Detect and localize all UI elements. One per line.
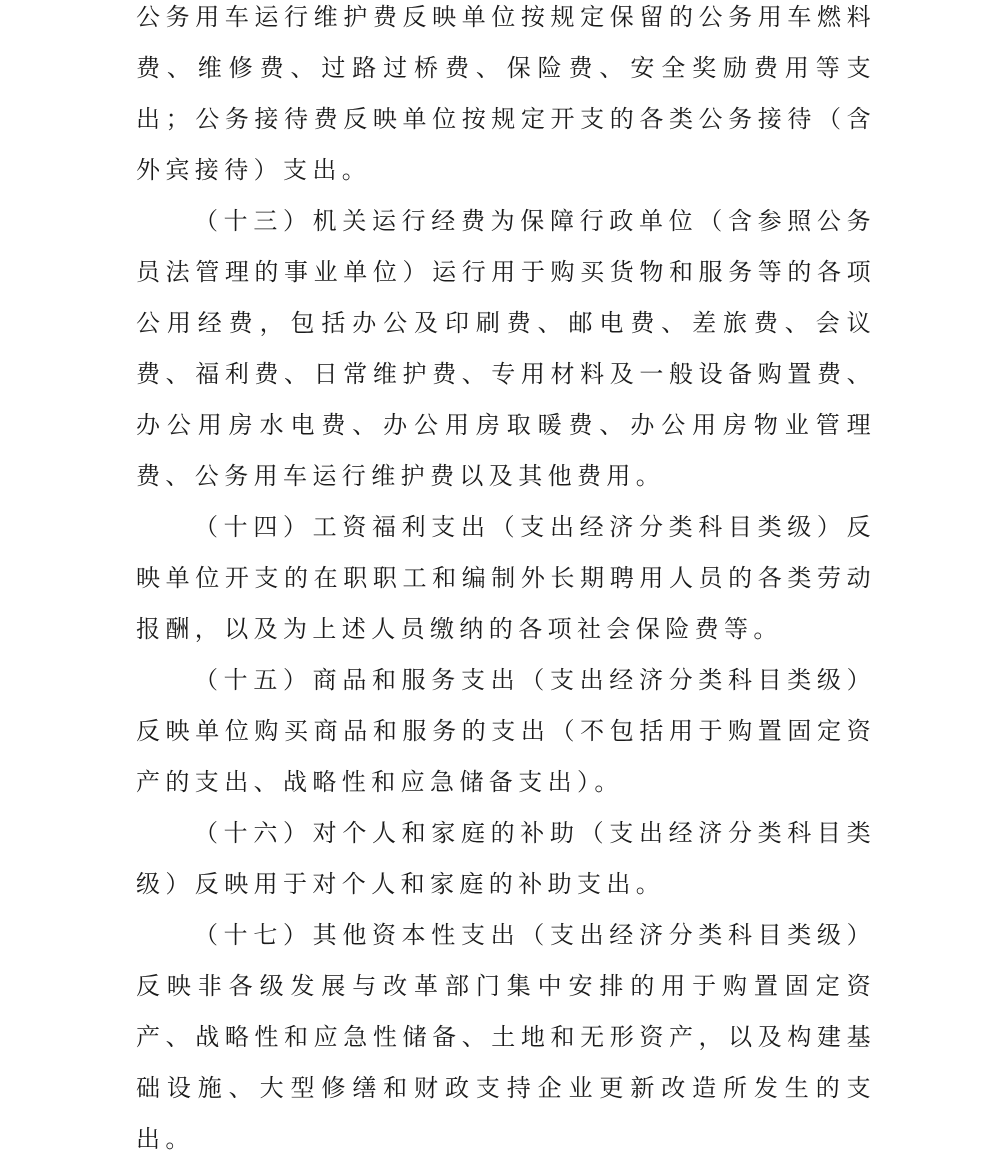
paragraph-item-14-salary-welfare: （十四）工资福利支出（支出经济分类科目类级）反映单位开支的在职职工和编制外长期聘用人员的各类劳动报酬，以及为上述人员缴纳的各项社会保险费等。 [136, 513, 876, 643]
paragraph-item-13-operating-expenses: （十三）机关运行经费为保障行政单位（含参照公务员法管理的事业单位）运行用于购买货物和服务等的各项公用经费，包括办公及印刷费、邮电费、差旅费、会议费、福利费、日常维护费、专用材料及一般设备购置费、办公用房水电费、办公用房取暖费、办公用房物业管理费、公务用车运行维护费以及其他费用。 [136, 207, 876, 490]
document-page [136, 0, 876, 1165]
paragraph-item-17-capital-expenditure: （十七）其他资本性支出（支出经济分类科目类级）反映非各级发展与改革部门集中安排的用于购置固定资产、战略性和应急性储备、土地和无形资产，以及构建基础设施、大型修缮和财政支持企业更新改造所发生的支出。 [136, 921, 876, 1153]
paragraph-vehicle-maintenance-continuation: 公务用车运行维护费反映单位按规定保留的公务用车燃料费、维修费、过路过桥费、保险费、安全奖励费用等支出；公务接待费反映单位按规定开支的各类公务接待（含外宾接待）支出。 [136, 3, 876, 184]
paragraph-item-15-goods-services: （十五）商品和服务支出（支出经济分类科目类级）反映单位购买商品和服务的支出（不包括用于购置固定资产的支出、战略性和应急储备支出）。 [136, 666, 876, 796]
paragraph-item-16-subsidies: （十六）对个人和家庭的补助（支出经济分类科目类级）反映用于对个人和家庭的补助支出。 [136, 819, 876, 898]
